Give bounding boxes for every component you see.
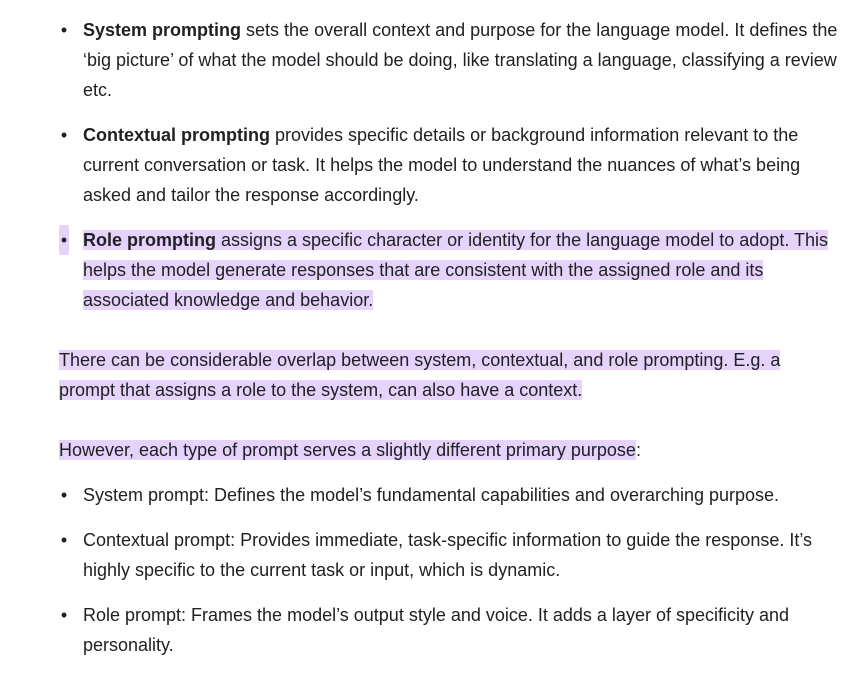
- term-system-prompting: System prompting: [83, 20, 242, 40]
- however-text-tail: :: [635, 440, 641, 460]
- definition-text: sets the overall context and purpose for the language model. It defines the ‘big picture’ of what the model should be doing, like translating a language, classifying a review etc.: [83, 20, 838, 100]
- definition-text: provides specific details or background information relevant to the current conversation or task. It helps the model to understand the nuances of what’s being asked and tailor the response accordingly.: [83, 125, 801, 205]
- purpose-text: System prompt: Defines the model’s fundamental capabilities and overarching purpose.: [83, 485, 780, 505]
- list-item-role-prompting: [0, 225, 843, 315]
- item-body: [83, 20, 837, 100]
- list-item-contextual-prompting: [0, 120, 843, 210]
- item-body-highlighted: [83, 230, 828, 310]
- bullet: •: [60, 530, 68, 550]
- overlap-text-highlighted: There can be considerable overlap between system, contextual, and role prompting. E.g. a prompt that assigns a role to the system, can also have a context.: [59, 350, 781, 400]
- however-text-highlighted: However, each type of prompt serves a slightly different primary purpose: [59, 440, 636, 460]
- bullet: •: [60, 20, 68, 40]
- term-contextual-prompting: Contextual prompting: [83, 125, 270, 145]
- list-item-system-prompt: [0, 480, 843, 510]
- bullet: •: [60, 125, 68, 145]
- list-item-role-prompt: [0, 600, 843, 660]
- item-body: [83, 125, 800, 205]
- paragraph-however: [0, 435, 829, 465]
- definition-text: assigns a specific character or identity for the language model to adopt. This helps the model generate responses that are consistent with the assigned role and its associated knowledge and behavior.: [83, 230, 829, 310]
- term-role-prompting: Role prompting: [83, 230, 216, 250]
- list-item-contextual-prompt: [0, 525, 843, 585]
- paragraph-overlap: [0, 345, 829, 405]
- bullet: •: [60, 605, 68, 625]
- purpose-text: Role prompt: Frames the model’s output style and voice. It adds a layer of specificity and personality.: [83, 605, 790, 655]
- purpose-text: Contextual prompt: Provides immediate, task-specific information to guide the response. It’s highly specific to the current task or input, which is dynamic.: [83, 530, 813, 580]
- list-item-system-prompting: [0, 15, 843, 105]
- bullet: •: [60, 485, 68, 505]
- bullet: •: [59, 225, 69, 255]
